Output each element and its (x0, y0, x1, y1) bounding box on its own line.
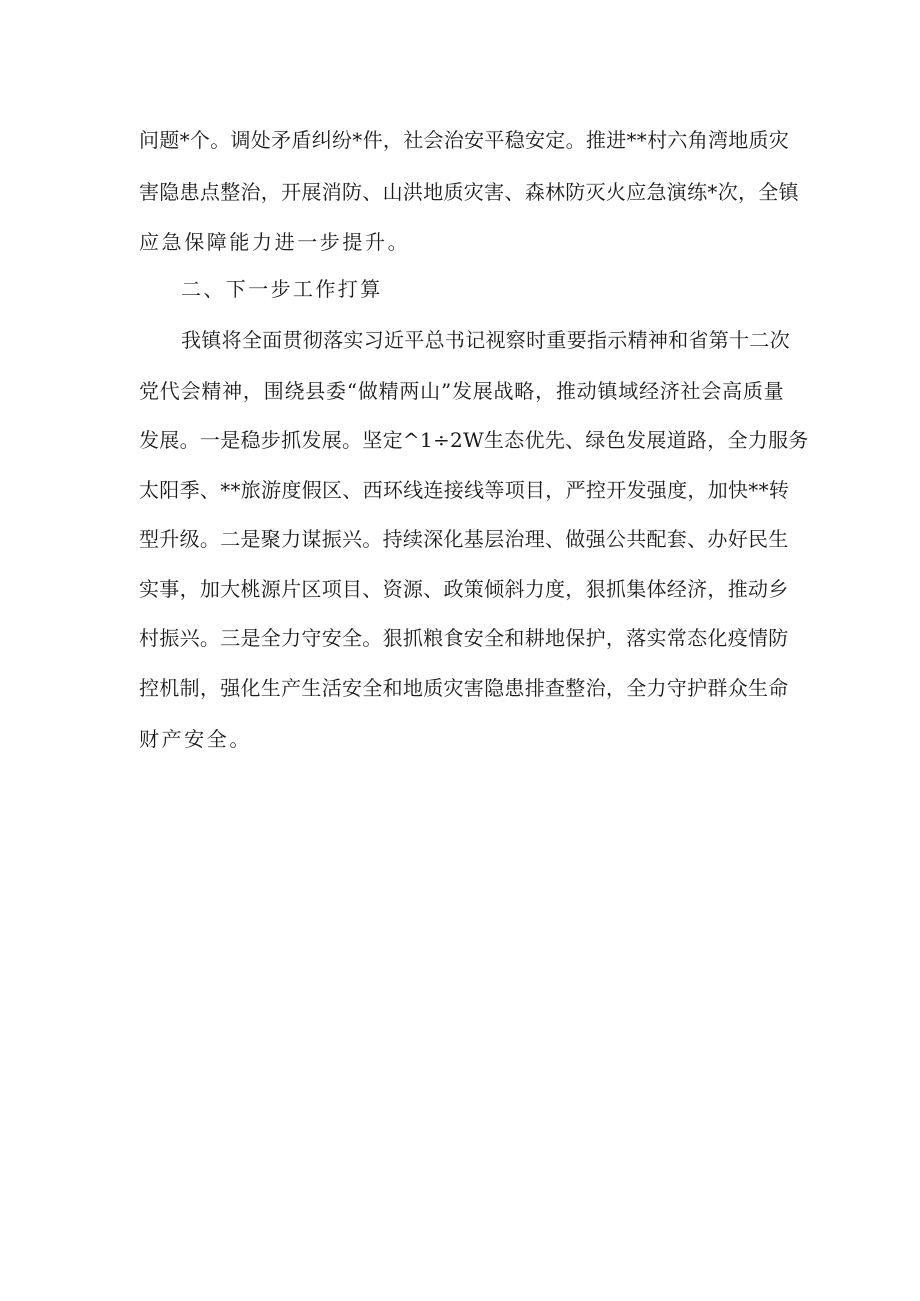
paragraph-1-line-2: 害隐患点整治，开展消防、山洪地质灾害、森林防灭火应急演练*次，全镇 (139, 180, 799, 204)
paragraph-2-line-3: 发展。一是稳步抓发展。坚定^1÷2W生态优先、绿色发展道路，全力服务 (139, 428, 809, 452)
section-heading: 二、下一步工作打算 (181, 277, 383, 301)
paragraph-2-line-4: 太阳季、**旅游度假区、西环线连接线等项目，严控开发强度，加快**转 (139, 478, 790, 502)
paragraph-2-line-9: 财产安全。 (139, 727, 252, 751)
paragraph-2-line-1: 我镇将全面贯彻落实习近平总书记视察时重要指示精神和省第十二次 (181, 328, 790, 352)
paragraph-1-line-1: 问题*个。调处矛盾纠纷*件，社会治安平稳安定。推进**村六角湾地质灾 (139, 128, 790, 152)
paragraph-2-line-5: 型升级。二是聚力谋振兴。持续深化基层治理、做强公共配套、办好民生 (139, 527, 789, 551)
paragraph-2-line-2: 党代会精神，围绕县委“做精两山”发展战略，推动镇域经济社会高质量 (139, 379, 784, 403)
paragraph-1-line-3: 应急保障能力进一步提升。 (139, 230, 411, 254)
paragraph-2-line-8: 控机制，强化生产生活安全和地质灾害隐患排查整治，全力守护群众生命 (139, 676, 789, 700)
paragraph-2-line-6: 实事，加大桃源片区项目、资源、政策倾斜力度，狠抓集体经济，推动乡 (139, 577, 789, 601)
paragraph-2-line-7: 村振兴。三是全力守安全。狠抓粮食安全和耕地保护，落实常态化疫情防 (139, 626, 789, 650)
